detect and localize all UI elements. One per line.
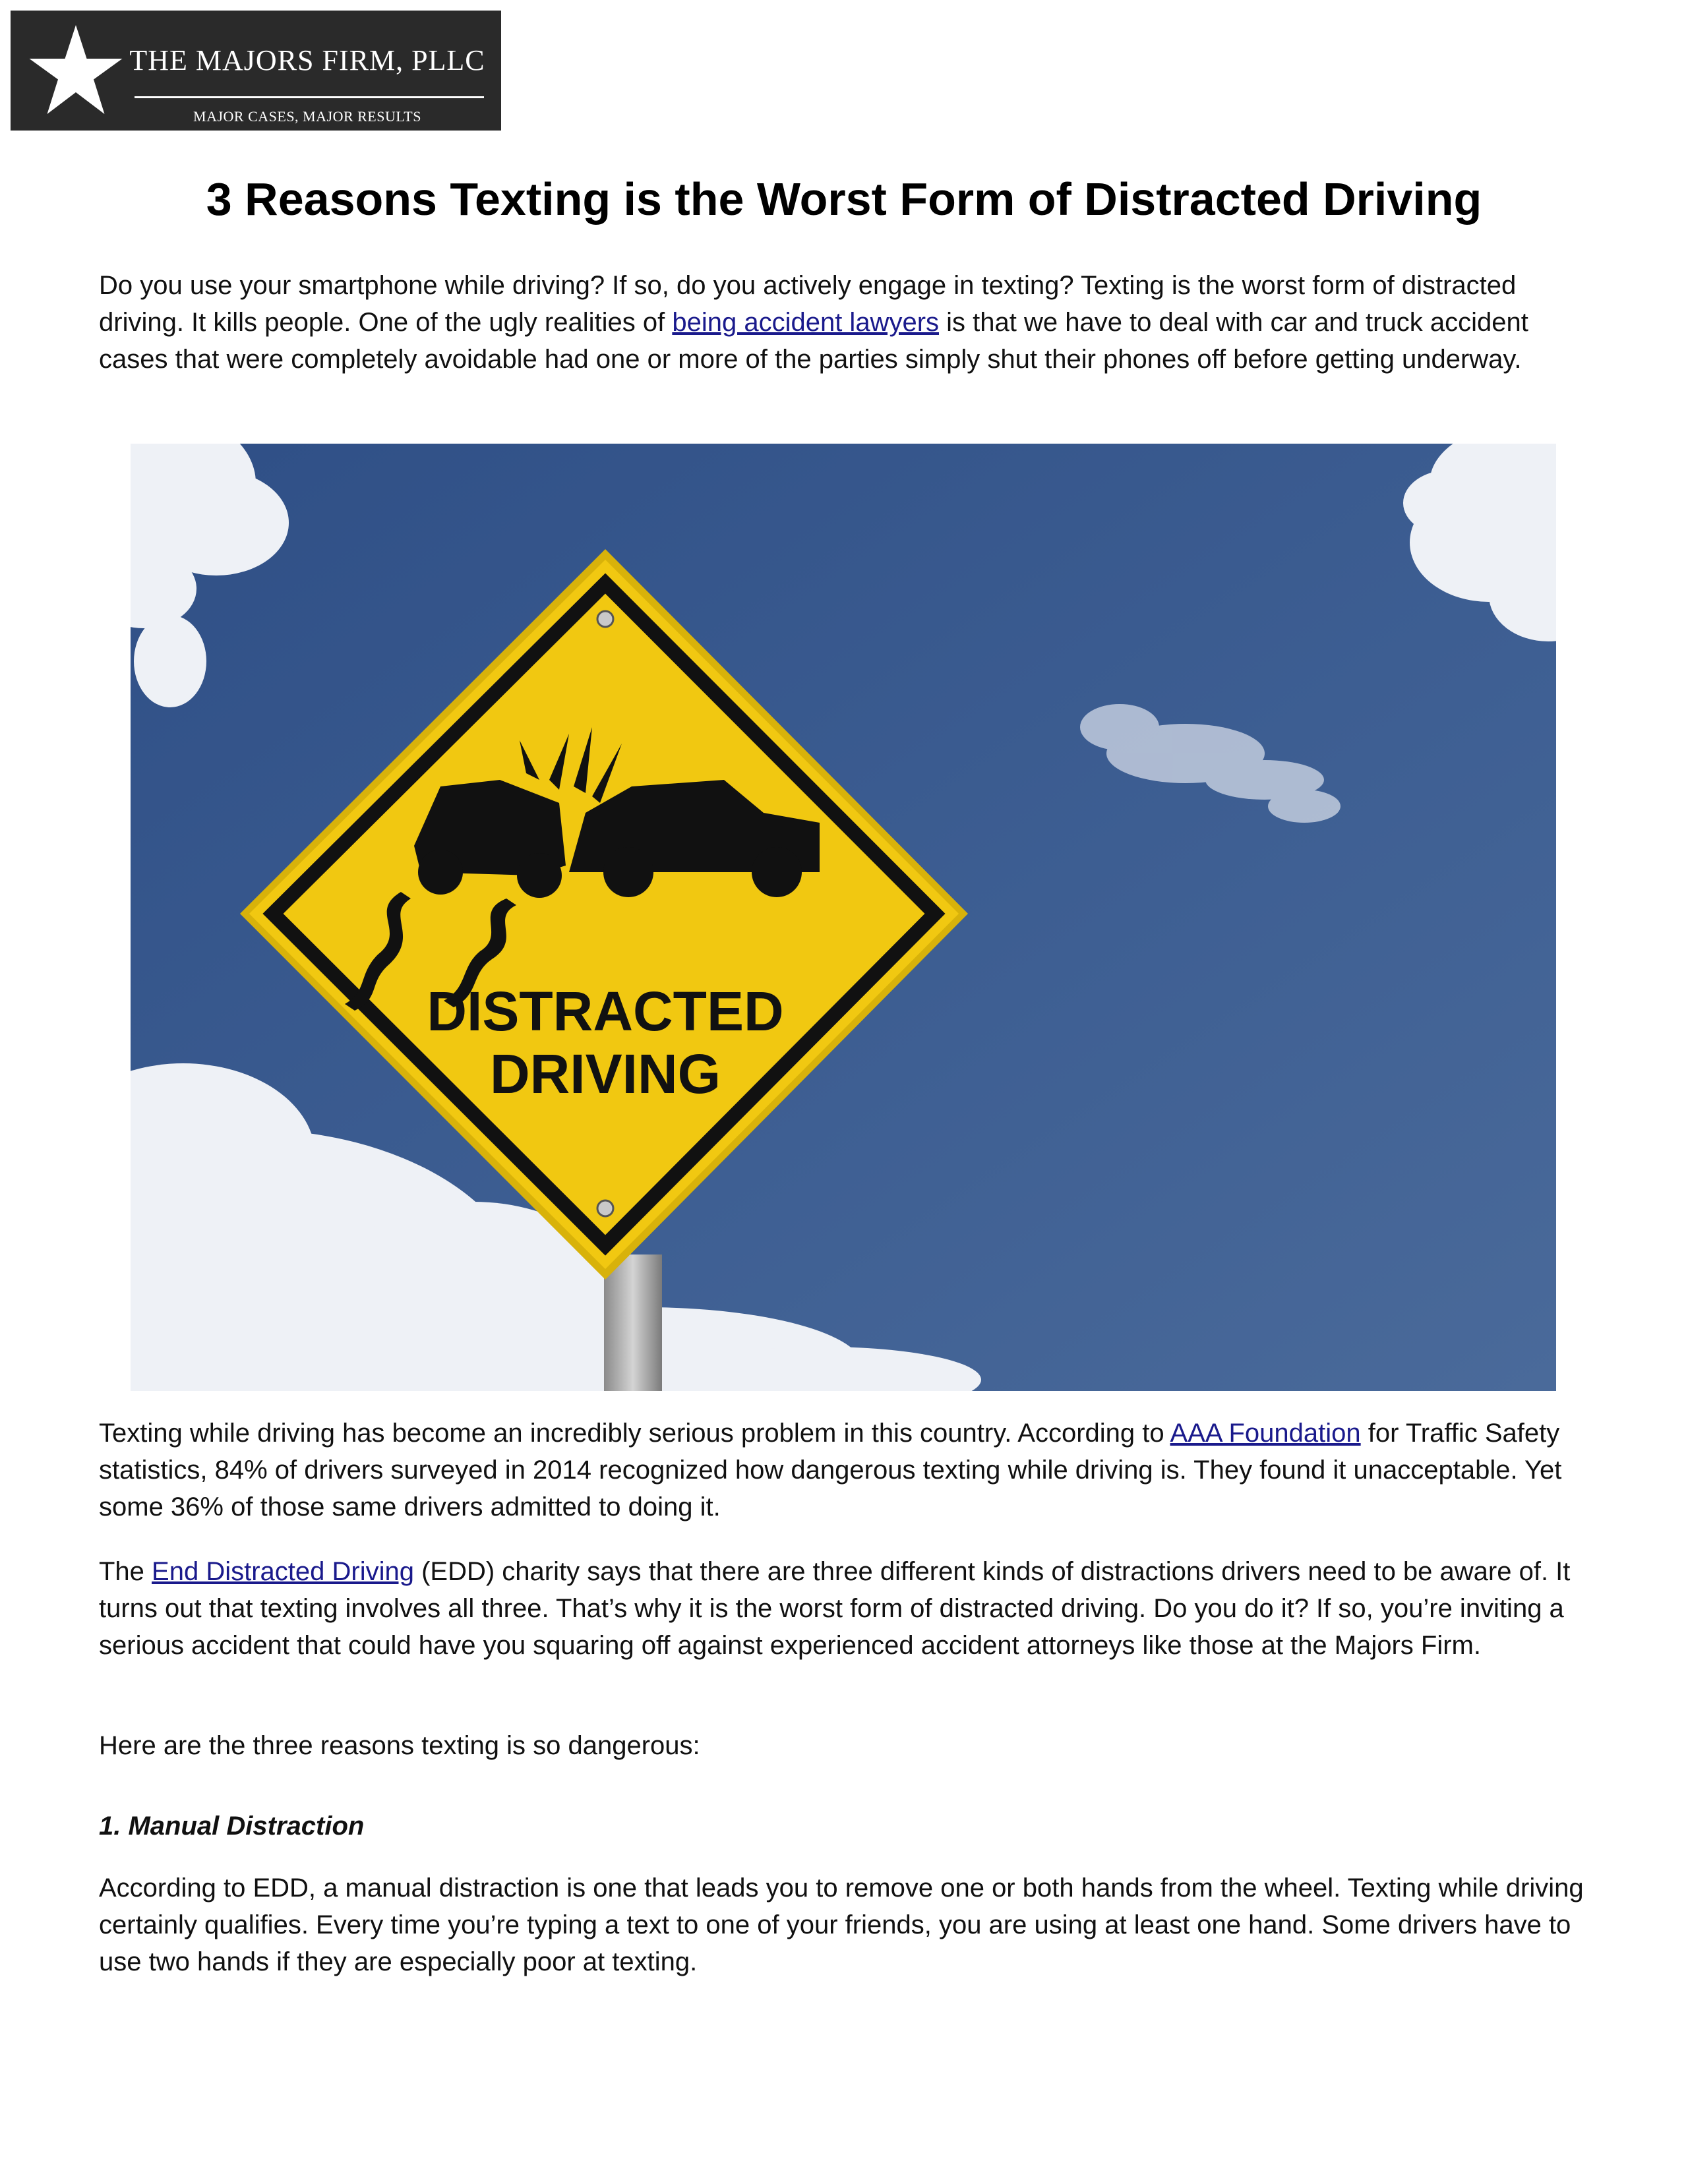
intro-paragraph [99, 267, 1589, 378]
firm-tagline: MAJOR CASES, MAJOR RESULTS [193, 108, 421, 125]
logo-divider [135, 96, 484, 98]
intro-text-b: is that we have to deal with car and truck accident cases that were completely avoidable had one or more of the parties simply shut their phones off before getting underway. [99, 308, 1528, 374]
firm-logo[interactable] [11, 11, 501, 131]
edd-text-a: The [99, 1557, 152, 1586]
distracted-driving-sign-image [131, 444, 1556, 1391]
sign-bolt-bottom [597, 1200, 613, 1216]
sign-text-line1: DISTRACTED [427, 980, 784, 1042]
sign-photo-illustration [131, 444, 1556, 1391]
manual-distraction-paragraph: According to EDD, a manual distraction is one that leads you to remove one or both hands from the wheel. Texting while driving certainly qualifies. Every time you’re typing a text to one of your friends, you are using at least one hand. Some drivers have to use two hands if they are especially poor at texting. [99, 1874, 1584, 1976]
edd-paragraph [99, 1553, 1589, 1664]
edd-text-b: (EDD) charity says that there are three different kinds of distractions drivers need to be aware of. It turns out that texting involves all three. That’s why it is the worst form of distracted driving. Do you do it? If so, you’re inviting a serious accident that could have you squaring off against experienced accident attorneys like those at the Majors Firm. [99, 1557, 1571, 1660]
stats-text-a: Texting while driving has become an incredibly serious problem in this country. According to [99, 1419, 1170, 1448]
sign-text-line2: DRIVING [489, 1043, 721, 1105]
firm-name: THE MAJORS FIRM, PLLC [129, 44, 485, 76]
intro-text-a: Do you use your smartphone while driving? If so, do you actively engage in texting? Texting is the worst form of distracted driving. It kills people. One of the ugly realities of [99, 271, 1517, 337]
stats-paragraph [99, 1415, 1589, 1525]
article-title: 3 Reasons Texting is the Worst Form of Distracted Driving [206, 173, 1482, 225]
sign-bolt-top [597, 611, 613, 627]
stats-text-b: for Traffic Safety statistics, 84% of drivers surveyed in 2014 recognized how dangerous texting while driving is. They found it unacceptable. Yet some 36% of those same drivers admitted to doing it. [99, 1419, 1562, 1521]
section-heading-manual-distraction: 1. Manual Distraction [99, 1812, 365, 1841]
star-icon [26, 21, 125, 120]
end-distracted-driving-link[interactable]: End Distracted Driving [152, 1557, 414, 1586]
accident-lawyers-link[interactable]: being accident lawyers [672, 308, 940, 337]
sign-pole [604, 1254, 662, 1391]
reasons-intro: Here are the three reasons texting is so dangerous: [99, 1731, 700, 1760]
aaa-foundation-link[interactable]: AAA Foundation [1170, 1419, 1361, 1448]
